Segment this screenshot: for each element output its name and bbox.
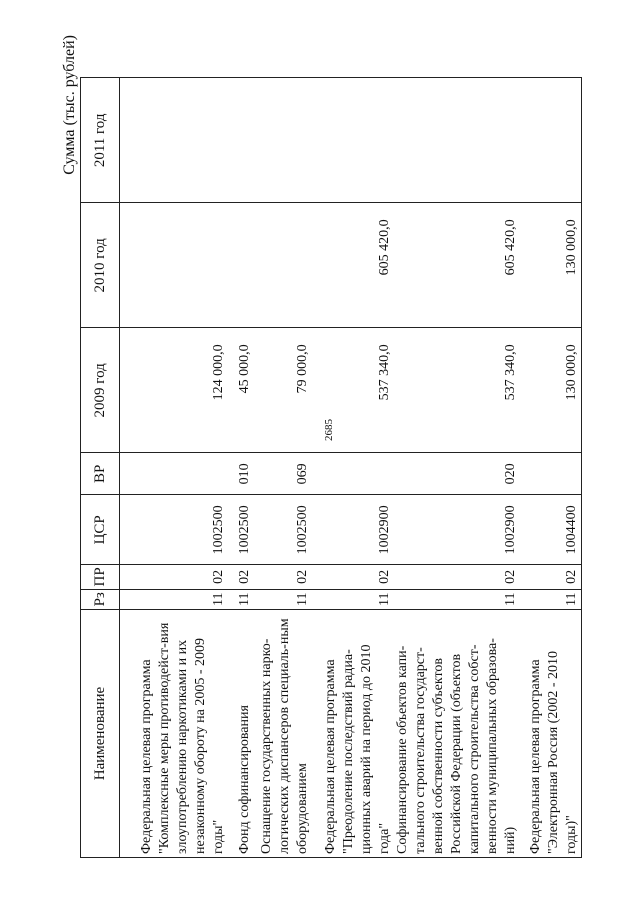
cell-name: Федеральная целевая программа "Комплексные меры противодейст-вия злоупотреблению наркотиками и их незаконному обороту на 2005 - 2009 годы" xyxy=(120,610,228,858)
cell-2010: 130 000,0 xyxy=(520,203,582,328)
budget-table xyxy=(80,77,582,858)
cell-rz: 11 xyxy=(520,589,582,609)
cell-csr: 1002500 xyxy=(120,495,228,565)
cell-rz: 11 xyxy=(228,589,254,609)
table-row xyxy=(520,78,582,858)
header-name: Наименование xyxy=(81,610,120,858)
header-csr: ЦСР xyxy=(81,495,120,565)
cell-name: Оснащение государственных нарко-логических диспансеров специаль-ным оборудованием xyxy=(254,610,312,858)
cell-2010: 605 420,0 xyxy=(394,203,520,328)
table-row xyxy=(120,78,228,858)
cell-vr xyxy=(520,453,582,495)
cell-2010 xyxy=(254,203,312,328)
header-2010: 2010 год xyxy=(81,203,120,328)
cell-rz: 11 xyxy=(312,589,394,609)
cell-rz: 11 xyxy=(254,589,312,609)
cell-pr: 02 xyxy=(254,565,312,589)
cell-rz: 11 xyxy=(120,589,228,609)
cell-2011 xyxy=(520,78,582,203)
cell-2010: 605 420,0 xyxy=(312,203,394,328)
cell-name: Федеральная целевая программа "Преодоление последствий радиа-ционных аварий на период до 2010 года" xyxy=(312,610,394,858)
cell-2010 xyxy=(228,203,254,328)
cell-rz: 11 xyxy=(394,589,520,609)
cell-name: Фонд софинансирования xyxy=(228,610,254,858)
cell-pr: 02 xyxy=(312,565,394,589)
cell-pr: 02 xyxy=(228,565,254,589)
header-rz: Рз xyxy=(81,589,120,609)
cell-2011 xyxy=(228,78,254,203)
header-pr: ПР xyxy=(81,565,120,589)
cell-2009: 124 000,0 xyxy=(120,328,228,453)
cell-name: Федеральная целевая программа "Электронная Россия (2002 - 2010 годы)" xyxy=(520,610,582,858)
header-2011: 2011 год xyxy=(81,78,120,203)
cell-2011 xyxy=(120,78,228,203)
cell-2009: 45 000,0 xyxy=(228,328,254,453)
cell-2011 xyxy=(312,78,394,203)
header-vr: ВР xyxy=(81,453,120,495)
table-row xyxy=(312,78,394,858)
page-number: 2685 xyxy=(323,419,335,441)
cell-2009: 537 340,0 xyxy=(312,328,394,453)
table-row xyxy=(254,78,312,858)
cell-pr: 02 xyxy=(120,565,228,589)
cell-pr: 02 xyxy=(394,565,520,589)
cell-csr: 1002900 xyxy=(312,495,394,565)
cell-2011 xyxy=(254,78,312,203)
header-row xyxy=(81,78,120,858)
cell-name: Софинансирование объектов капи-тального строительства государст-венной собственности субъектов Российской Федерации (объектов капитального строительства собст-венности муниципальных образова-ний) xyxy=(394,610,520,858)
cell-vr: 010 xyxy=(228,453,254,495)
cell-2009: 537 340,0 xyxy=(394,328,520,453)
cell-csr: 1002500 xyxy=(254,495,312,565)
cell-csr: 1004400 xyxy=(520,495,582,565)
cell-vr xyxy=(120,453,228,495)
unit-label: Сумма (тыс. рублей) xyxy=(61,35,78,175)
cell-2011 xyxy=(394,78,520,203)
cell-csr: 1002900 xyxy=(394,495,520,565)
table-row xyxy=(228,78,254,858)
cell-vr: 069 xyxy=(254,453,312,495)
cell-2009: 130 000,0 xyxy=(520,328,582,453)
cell-pr: 02 xyxy=(520,565,582,589)
cell-vr: 020 xyxy=(394,453,520,495)
cell-2009: 79 000,0 xyxy=(254,328,312,453)
header-2009: 2009 год xyxy=(81,328,120,453)
cell-csr: 1002500 xyxy=(228,495,254,565)
table-row xyxy=(394,78,520,858)
cell-2010 xyxy=(120,203,228,328)
cell-vr xyxy=(312,453,394,495)
